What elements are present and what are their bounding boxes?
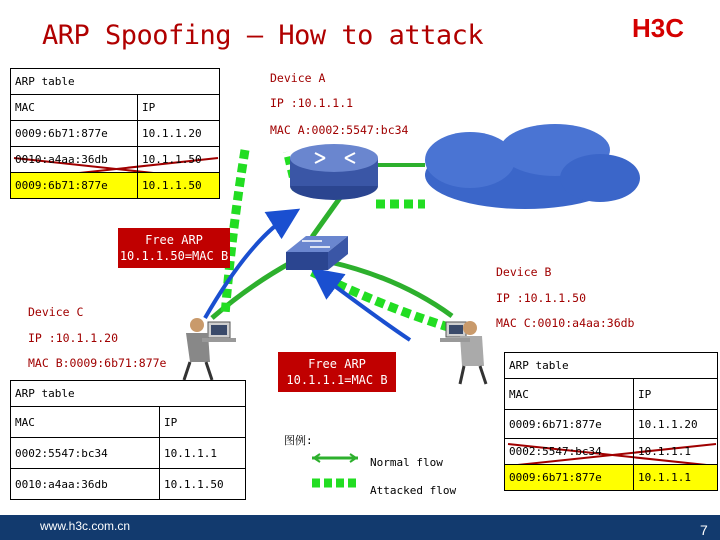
- arp-table-b-header-ip: IP: [634, 379, 718, 410]
- legend-attacked-flow: Attacked flow: [370, 484, 457, 497]
- arp-table-b: [504, 352, 718, 491]
- arp-table-b-header-mac: MAC: [505, 379, 634, 410]
- arp-table-c-caption: ARP table: [11, 381, 246, 407]
- arp-table-a-header-mac: MAC: [11, 95, 138, 121]
- page-number: 7: [700, 522, 708, 538]
- host-c-icon: [184, 318, 236, 380]
- arp-table-a-header-ip: IP: [138, 95, 220, 121]
- host-b-icon: [440, 321, 486, 384]
- footer-url[interactable]: www.h3c.com.cn: [40, 519, 131, 533]
- router-icon: [290, 144, 378, 200]
- free-arp-2-line2: 10.1.1.1=MAC B: [286, 373, 388, 387]
- table-row: 0009:6b71:877e 10.1.1.20: [11, 121, 220, 147]
- arp-table-c-header-ip: IP: [160, 407, 246, 438]
- free-arp-box-1: [118, 228, 230, 268]
- free-arp-1-line1: Free ARP: [145, 233, 203, 247]
- device-a-name: Device A: [270, 71, 326, 85]
- arp-table-c: [10, 380, 246, 500]
- legend-title: 图例:: [284, 434, 313, 447]
- arp-table-b-caption: ARP table: [505, 353, 718, 379]
- device-b-ip: IP :10.1.1.50: [496, 291, 587, 305]
- arp-table-a-caption: ARP table: [11, 69, 220, 95]
- device-b-name: Device B: [496, 265, 552, 279]
- device-c-name: Device C: [28, 305, 84, 319]
- device-c-ip: IP :10.1.1.20: [28, 331, 119, 345]
- table-row-spoofed: 0009:6b71:877e 10.1.1.1: [505, 465, 718, 491]
- arp-table-c-header-mac: MAC: [11, 407, 160, 438]
- device-c-mac: MAC B:0009:6b71:877e: [28, 356, 167, 370]
- table-row: 0010:a4aa:36db 10.1.1.50: [11, 469, 246, 500]
- table-row: 0002:5547:bc34 10.1.1.1: [11, 438, 246, 469]
- free-arp-2-line1: Free ARP: [308, 357, 366, 371]
- table-row: 0009:6b71:877e 10.1.1.20: [505, 410, 718, 439]
- device-a-mac: MAC A:0002:5547:bc34: [270, 123, 409, 137]
- free-arp-box-2: [278, 352, 396, 392]
- legend-normal-flow: Normal flow: [370, 456, 443, 469]
- table-row: 0010:a4aa:36db 10.1.1.50: [11, 147, 220, 173]
- device-b-mac: MAC C:0010:a4aa:36db: [496, 316, 635, 330]
- device-a-ip: IP :10.1.1.1: [270, 96, 354, 110]
- table-row: 0002:5547:bc34 10.1.1.1: [505, 439, 718, 465]
- logo-text: H3C: [631, 13, 685, 43]
- arp-table-a: [10, 68, 220, 199]
- legend-lines: [312, 454, 358, 483]
- free-arp-1-line2: 10.1.1.50=MAC B: [119, 249, 229, 263]
- internet-cloud: [425, 124, 640, 209]
- page-title: ARP Spoofing – How to attack: [42, 20, 484, 51]
- table-row-spoofed: 0009:6b71:877e 10.1.1.50: [11, 173, 220, 199]
